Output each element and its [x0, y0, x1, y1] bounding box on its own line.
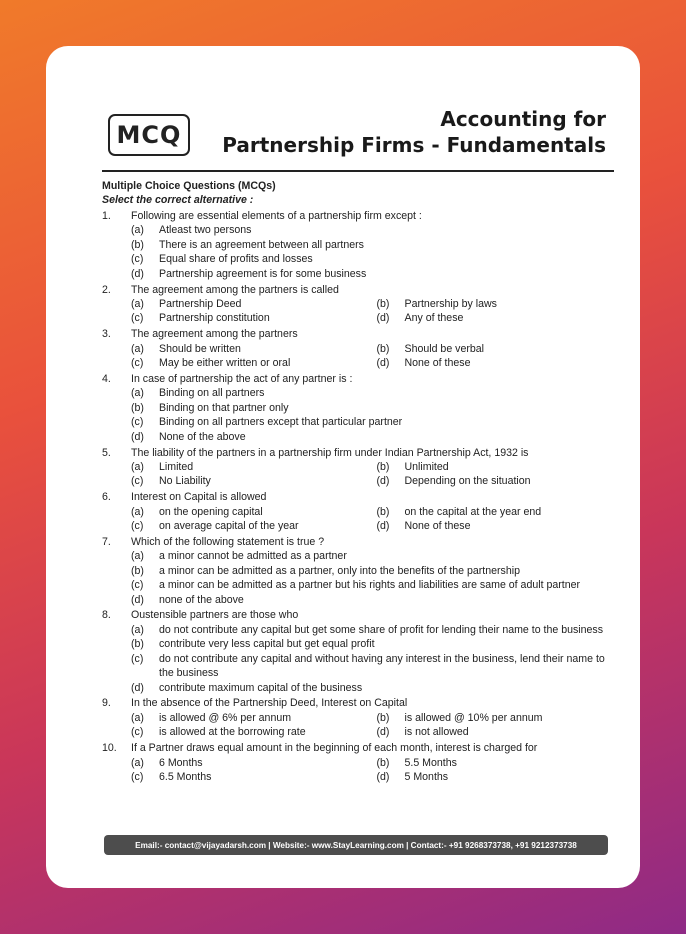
- option-letter: (c): [131, 357, 144, 370]
- option-text: Partnership constitution: [159, 312, 270, 325]
- question-row: [102, 741, 622, 755]
- question-number: 9.: [102, 697, 111, 710]
- option-letter: (d): [376, 312, 390, 325]
- option-row: [131, 311, 622, 325]
- option-text: None of these: [404, 357, 471, 370]
- option-letter: (c): [131, 312, 144, 325]
- answer-option: [377, 756, 623, 770]
- option-letter: (c): [131, 770, 144, 783]
- question-number: 2.: [102, 283, 111, 296]
- option-text: none of the above: [159, 593, 244, 606]
- option-letter: (d): [131, 681, 144, 694]
- option-letter: (a): [131, 623, 144, 636]
- question-text: In the absence of the Partnership Deed, Interest on Capital: [131, 697, 408, 710]
- question-text: Following are essential elements of a partnership firm except :: [131, 210, 422, 222]
- question-row: [102, 372, 622, 386]
- option-text: 6 Months: [159, 756, 203, 769]
- option-text: Equal share of profits and losses: [159, 253, 313, 266]
- option-letter: (c): [131, 652, 144, 665]
- option-text: Partnership agreement is for some business: [159, 267, 367, 280]
- option-letter: (a): [131, 297, 144, 310]
- option-letter: (a): [131, 756, 144, 769]
- option-letter: (d): [131, 430, 144, 443]
- answer-option: [131, 311, 377, 325]
- option-row: [131, 460, 622, 474]
- option-text: Partnership Deed: [159, 297, 242, 310]
- option-letter: (a): [131, 387, 144, 400]
- option-text: is not allowed: [404, 726, 469, 739]
- answer-option: [377, 711, 623, 725]
- question-number: 3.: [102, 328, 111, 341]
- option-letter: (b): [131, 401, 144, 414]
- instruction-text: Select the correct alternative :: [102, 193, 254, 206]
- question-row: [102, 209, 622, 223]
- option-text: Limited: [159, 460, 194, 473]
- question-number: 5.: [102, 446, 111, 459]
- option-text: Binding on all partners except that particular partner: [159, 416, 403, 429]
- option-letter: (c): [131, 475, 144, 488]
- question-number: 4.: [102, 372, 111, 385]
- option-text: Depending on the situation: [404, 475, 531, 488]
- option-list: [131, 505, 622, 534]
- mcq-logo: MCQ: [108, 114, 190, 156]
- option-text: 5 Months: [404, 770, 449, 783]
- option-letter: (b): [376, 460, 390, 473]
- answer-option: [377, 342, 623, 356]
- option-letter: (c): [131, 416, 144, 429]
- option-letter: (c): [131, 520, 144, 533]
- option-letter: (b): [131, 564, 144, 577]
- option-letter: (b): [376, 756, 390, 769]
- option-text: 5.5 Months: [404, 756, 457, 769]
- option-text: Binding on that partner only: [159, 401, 289, 414]
- option-letter: (d): [376, 357, 390, 370]
- option-letter: (d): [376, 726, 390, 739]
- option-text: Unlimited: [404, 460, 449, 473]
- question-item: [102, 535, 622, 607]
- option-letter: (a): [131, 711, 144, 724]
- answer-option: [131, 223, 622, 237]
- option-list: [131, 623, 622, 695]
- option-letter: (a): [131, 550, 144, 563]
- answer-option: [131, 756, 377, 770]
- question-row: [102, 283, 622, 297]
- answer-option: [377, 505, 623, 519]
- question-item: [102, 608, 622, 694]
- option-text: is allowed @ 6% per annum: [159, 711, 292, 724]
- question-item: [102, 741, 622, 784]
- option-text: No Liability: [159, 475, 211, 488]
- option-text: Binding on all partners: [159, 387, 265, 400]
- option-row: [131, 770, 622, 784]
- answer-option: [131, 652, 622, 681]
- option-text: None of the above: [159, 430, 246, 443]
- option-row: [131, 474, 622, 488]
- answer-option: [377, 460, 623, 474]
- question-item: [102, 372, 622, 444]
- question-item: [102, 696, 622, 739]
- option-text: on average capital of the year: [159, 520, 299, 533]
- option-letter: (d): [376, 475, 390, 488]
- answer-option: [131, 474, 377, 488]
- question-text: Interest on Capital is allowed: [131, 491, 267, 504]
- option-row: [131, 505, 622, 519]
- page-card: [46, 46, 640, 888]
- option-text: Should be verbal: [404, 342, 485, 355]
- question-text: If a Partner draws equal amount in the beginning of each month, interest is charged for: [131, 742, 538, 755]
- answer-option: [131, 623, 622, 637]
- option-list: [131, 342, 622, 371]
- option-text: on the opening capital: [159, 505, 263, 518]
- option-letter: (b): [376, 711, 390, 724]
- option-text: contribute very less capital but get equal profit: [159, 638, 375, 651]
- question-text: In case of partnership the act of any partner is :: [131, 372, 353, 385]
- option-row: [131, 711, 622, 725]
- question-text: Which of the following statement is true ?: [131, 535, 325, 548]
- answer-option: [377, 474, 623, 488]
- option-text: Any of these: [404, 312, 464, 325]
- option-list: [131, 549, 622, 607]
- answer-option: [131, 267, 622, 281]
- answer-option: [131, 342, 377, 356]
- answer-option: [131, 578, 622, 592]
- answer-option: [131, 356, 377, 370]
- question-number: 7.: [102, 535, 111, 548]
- question-number: 1.: [102, 210, 111, 222]
- option-letter: (a): [131, 224, 144, 237]
- answer-option: [131, 549, 622, 563]
- option-letter: (a): [131, 342, 144, 355]
- option-letter: (d): [131, 593, 144, 606]
- option-text: a minor cannot be admitted as a partner: [159, 550, 347, 563]
- answer-option: [131, 401, 622, 415]
- option-list: [131, 297, 622, 326]
- title-line-2: Partnership Firms - Fundamentals: [222, 133, 606, 157]
- answer-option: [131, 637, 622, 651]
- option-letter: (b): [131, 638, 144, 651]
- answer-option: [131, 505, 377, 519]
- answer-option: [377, 356, 623, 370]
- option-text: a minor can be admitted as a partner, only into the benefits of the partnership: [159, 564, 520, 577]
- option-row: [131, 519, 622, 533]
- question-row: [102, 490, 622, 504]
- answer-option: [131, 460, 377, 474]
- option-list: [131, 223, 622, 281]
- option-letter: (d): [376, 520, 390, 533]
- answer-option: [131, 593, 622, 607]
- answer-option: [131, 519, 377, 533]
- option-text: Atleast two persons: [159, 224, 252, 237]
- option-row: [131, 725, 622, 739]
- option-letter: (a): [131, 505, 144, 518]
- question-row: [102, 535, 622, 549]
- option-list: [131, 756, 622, 785]
- answer-option: [131, 415, 622, 429]
- option-letter: (d): [131, 267, 144, 280]
- option-letter: (b): [376, 505, 390, 518]
- option-text: is allowed @ 10% per annum: [404, 711, 543, 724]
- question-text: The liability of the partners in a partnership firm under Indian Partnership Act, 1932 is: [131, 446, 529, 459]
- option-row: [131, 356, 622, 370]
- mcq-content: [102, 180, 622, 784]
- question-number: 6.: [102, 491, 111, 504]
- question-item: [102, 490, 622, 533]
- option-row: [131, 342, 622, 356]
- answer-option: [131, 770, 377, 784]
- question-item: [102, 446, 622, 489]
- question-number: 8.: [102, 609, 111, 622]
- option-letter: (d): [376, 770, 390, 783]
- answer-option: [131, 725, 377, 739]
- answer-option: [131, 252, 622, 266]
- option-text: is allowed at the borrowing rate: [159, 726, 306, 739]
- option-letter: (c): [131, 579, 144, 592]
- option-text: 6.5 Months: [159, 770, 212, 783]
- question-item: [102, 209, 622, 281]
- contact-footer: Email:- contact@vijayadarsh.com | Website:- www.StayLearning.com | Contact:- +91 9268373738, +91 9212373738: [104, 835, 608, 855]
- option-list: [131, 386, 622, 444]
- option-letter: (b): [131, 238, 144, 251]
- option-text: There is an agreement between all partners: [159, 238, 364, 251]
- option-row: [131, 297, 622, 311]
- question-list: [102, 209, 622, 784]
- option-text: on the capital at the year end: [404, 505, 542, 518]
- question-row: [102, 327, 622, 341]
- option-list: [131, 460, 622, 489]
- answer-option: [377, 519, 623, 533]
- page-title: [222, 106, 606, 158]
- answer-option: [131, 711, 377, 725]
- answer-option: [131, 386, 622, 400]
- answer-option: [131, 564, 622, 578]
- option-text: May be either written or oral: [159, 357, 291, 370]
- option-letter: (b): [376, 342, 390, 355]
- question-text: The agreement among the partners is called: [131, 283, 339, 296]
- option-text: do not contribute any capital but get some share of profit for lending their name to the business: [159, 623, 604, 636]
- option-list: [131, 711, 622, 740]
- question-row: [102, 446, 622, 460]
- answer-option: [131, 681, 622, 695]
- question-text: Oustensible partners are those who: [131, 609, 299, 622]
- answer-option: [131, 297, 377, 311]
- answer-option: [377, 297, 623, 311]
- answer-option: [377, 725, 623, 739]
- option-text: do not contribute any capital and without having any interest in the business, lend their name to the business: [159, 652, 605, 680]
- option-letter: (a): [131, 460, 144, 473]
- option-letter: (c): [131, 253, 144, 266]
- option-text: Partnership by laws: [404, 297, 497, 310]
- section-heading: Multiple Choice Questions (MCQs): [102, 180, 276, 192]
- option-text: contribute maximum capital of the business: [159, 681, 363, 694]
- question-row: [102, 696, 622, 710]
- option-text: a minor can be admitted as a partner but his rights and liabilities are same of adult partner: [159, 579, 581, 592]
- question-text: The agreement among the partners: [131, 328, 298, 341]
- answer-option: [377, 311, 623, 325]
- title-line-1: Accounting for: [440, 107, 606, 131]
- answer-option: [131, 238, 622, 252]
- header-divider: [102, 170, 614, 172]
- question-item: [102, 283, 622, 326]
- answer-option: [377, 770, 623, 784]
- option-text: None of these: [404, 520, 471, 533]
- question-item: [102, 327, 622, 370]
- question-number: 10.: [102, 742, 117, 755]
- option-letter: (b): [376, 297, 390, 310]
- question-row: [102, 608, 622, 622]
- option-letter: (c): [131, 726, 144, 739]
- option-row: [131, 756, 622, 770]
- option-text: Should be written: [159, 342, 241, 355]
- answer-option: [131, 430, 622, 444]
